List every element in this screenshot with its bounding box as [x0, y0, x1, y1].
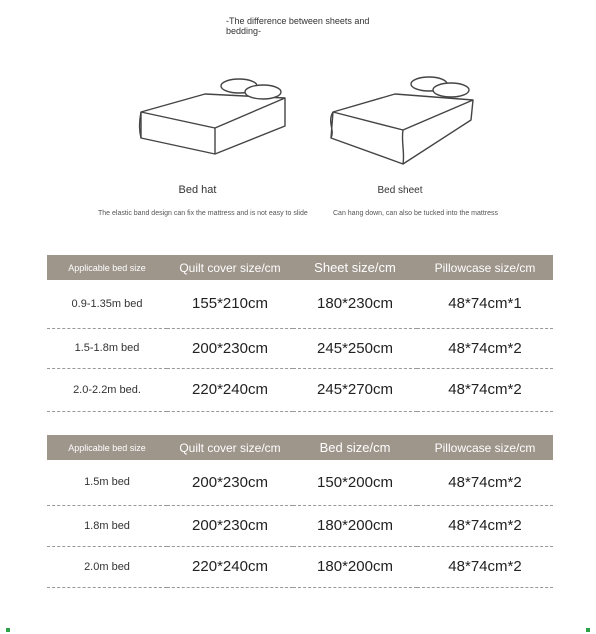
bed-dimension-cell: 180*200cm [293, 505, 417, 546]
bed-sheet-caption: Bed sheet [377, 185, 423, 196]
column-header-bed-size-cm: Bed size/cm [293, 435, 417, 460]
pillowcase-cell: 48*74cm*2 [417, 368, 553, 411]
bed-size-cell: 1.8m bed [47, 505, 167, 546]
column-header-quilt-cover: Quilt cover size/cm [167, 255, 293, 280]
bed-hat-caption: Bed hat [178, 184, 217, 196]
table-row [47, 368, 553, 411]
table-row [47, 460, 553, 505]
table-row [47, 280, 553, 328]
table-row [47, 546, 553, 587]
sheet-size-cell: 245*250cm [293, 328, 417, 368]
bed-dimension-cell: 150*200cm [293, 460, 417, 505]
bed-size-cell: 1.5m bed [47, 460, 167, 505]
column-header-bed-size: Applicable bed size [47, 255, 167, 280]
pillowcase-cell: 48*74cm*2 [417, 505, 553, 546]
corner-mark-right [586, 628, 590, 632]
column-header-quilt-cover: Quilt cover size/cm [167, 435, 293, 460]
sheet-size-cell: 180*230cm [293, 280, 417, 328]
table-row [47, 505, 553, 546]
bed-sheet-illustration [325, 72, 485, 167]
bed-size-cell: 0.9-1.35m bed [47, 280, 167, 328]
quilt-cover-cell: 155*210cm [167, 280, 293, 328]
column-header-pillowcase: Pillowcase size/cm [417, 255, 553, 280]
table-row [47, 328, 553, 368]
corner-mark-left [6, 628, 10, 632]
table-header-row [47, 435, 553, 460]
pillowcase-cell: 48*74cm*1 [417, 280, 553, 328]
column-header-pillowcase: Pillowcase size/cm [417, 435, 553, 460]
bed-hat-illustration [135, 72, 295, 162]
bed-size-cell: 2.0-2.2m bed. [47, 368, 167, 411]
quilt-cover-cell: 200*230cm [167, 328, 293, 368]
quilt-cover-cell: 200*230cm [167, 460, 293, 505]
bed-dimension-cell: 180*200cm [293, 546, 417, 587]
bed-size-cell: 2.0m bed [47, 546, 167, 587]
pillowcase-cell: 48*74cm*2 [417, 546, 553, 587]
quilt-cover-cell: 200*230cm [167, 505, 293, 546]
column-header-bed-size: Applicable bed size [47, 435, 167, 460]
sheet-size-cell: 245*270cm [293, 368, 417, 411]
quilt-cover-cell: 220*240cm [167, 546, 293, 587]
pillowcase-cell: 48*74cm*2 [417, 328, 553, 368]
table-header-row [47, 255, 553, 280]
bed-hat-note: The elastic band design can fix the mattress and is not easy to slide [98, 210, 308, 217]
bed-hat-size-table [47, 435, 553, 588]
sheet-size-table [47, 255, 553, 412]
quilt-cover-cell: 220*240cm [167, 368, 293, 411]
pillowcase-cell: 48*74cm*2 [417, 460, 553, 505]
bed-sheet-note: Can hang down, can also be tucked into the mattress [333, 210, 498, 217]
bed-size-cell: 1.5-1.8m bed [47, 328, 167, 368]
column-header-sheet-size: Sheet size/cm [293, 255, 417, 280]
page-heading: -The difference between sheets and bedding- [226, 16, 370, 36]
